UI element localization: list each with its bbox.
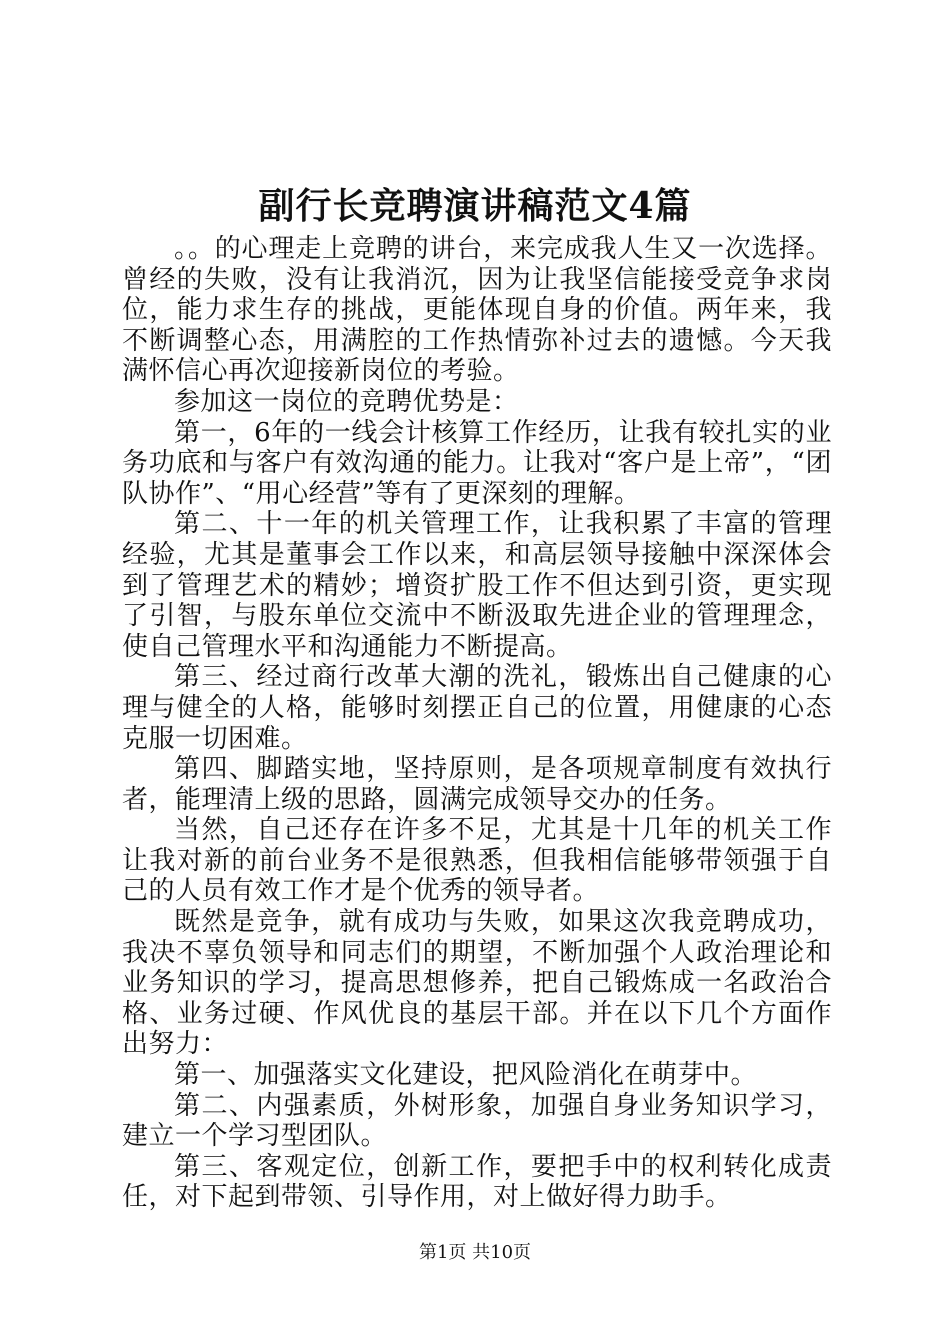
paragraph: 第二、内强素质，外树形象，加强自身业务知识学习，建立一个学习型团队。: [122, 1090, 832, 1152]
paragraph: 第一，6年的一线会计核算工作经历，让我有较扎实的业务功底和与客户有效沟通的能力。让我对“客户是上帝”，“团队协作”、“用心经营”等有了更深刻的理解。: [122, 417, 832, 509]
document-body: [122, 234, 832, 1213]
paragraph: 。。的心理走上竞聘的讲台，来完成我人生又一次选择。曾经的失败，没有让我消沉，因为让我坚信能接受竞争求岗位，能力求生存的挑战，更能体现自身的价值。两年来，我不断调整心态，用满腔的工作热情弥补过去的遗憾。今天我满怀信心再次迎接新岗位的考验。: [122, 234, 832, 387]
paragraph: 第三、经过商行改革大潮的洗礼，锻炼出自己健康的心理与健全的人格，能够时刻摆正自己的位置，用健康的心态克服一切困难。: [122, 662, 832, 754]
paragraph: 第二、十一年的机关管理工作，让我积累了丰富的管理经验，尤其是董事会工作以来，和高层领导接触中深深体会到了管理艺术的精妙；增资扩股工作不但达到引资，更实现了引智，与股东单位交流中不断汲取先进企业的管理理念，使自己管理水平和沟通能力不断提高。: [122, 509, 832, 662]
document-title: 副行长竞聘演讲稿范文4篇: [258, 185, 692, 227]
paragraph: 第一、加强落实文化建设，把风险消化在萌芽中。: [174, 1060, 758, 1091]
paragraph: 当然，自己还存在许多不足，尤其是十几年的机关工作让我对新的前台业务不是很熟悉，但我相信能够带领强于自己的人员有效工作才是个优秀的领导者。: [122, 815, 832, 907]
paragraph: 第三、客观定位，创新工作，要把手中的权利转化成责任，对下起到带领、引导作用，对上做好得力助手。: [122, 1151, 832, 1213]
page-footer: 第1页 共10页: [418, 1242, 532, 1263]
paragraph: 参加这一岗位的竞聘优势是：: [174, 386, 519, 417]
paragraph: 第四、脚踏实地，坚持原则，是各项规章制度有效执行者，能理清上级的思路，圆满完成领导交办的任务。: [122, 754, 832, 815]
paragraph: 既然是竞争，就有成功与失败，如果这次我竞聘成功，我决不辜负领导和同志们的期望，不断加强个人政治理论和业务知识的学习，提高思想修养，把自己锻炼成一名政治合格、业务过硬、作风优良的基层干部。并在以下几个方面作出努力：: [122, 907, 832, 1060]
